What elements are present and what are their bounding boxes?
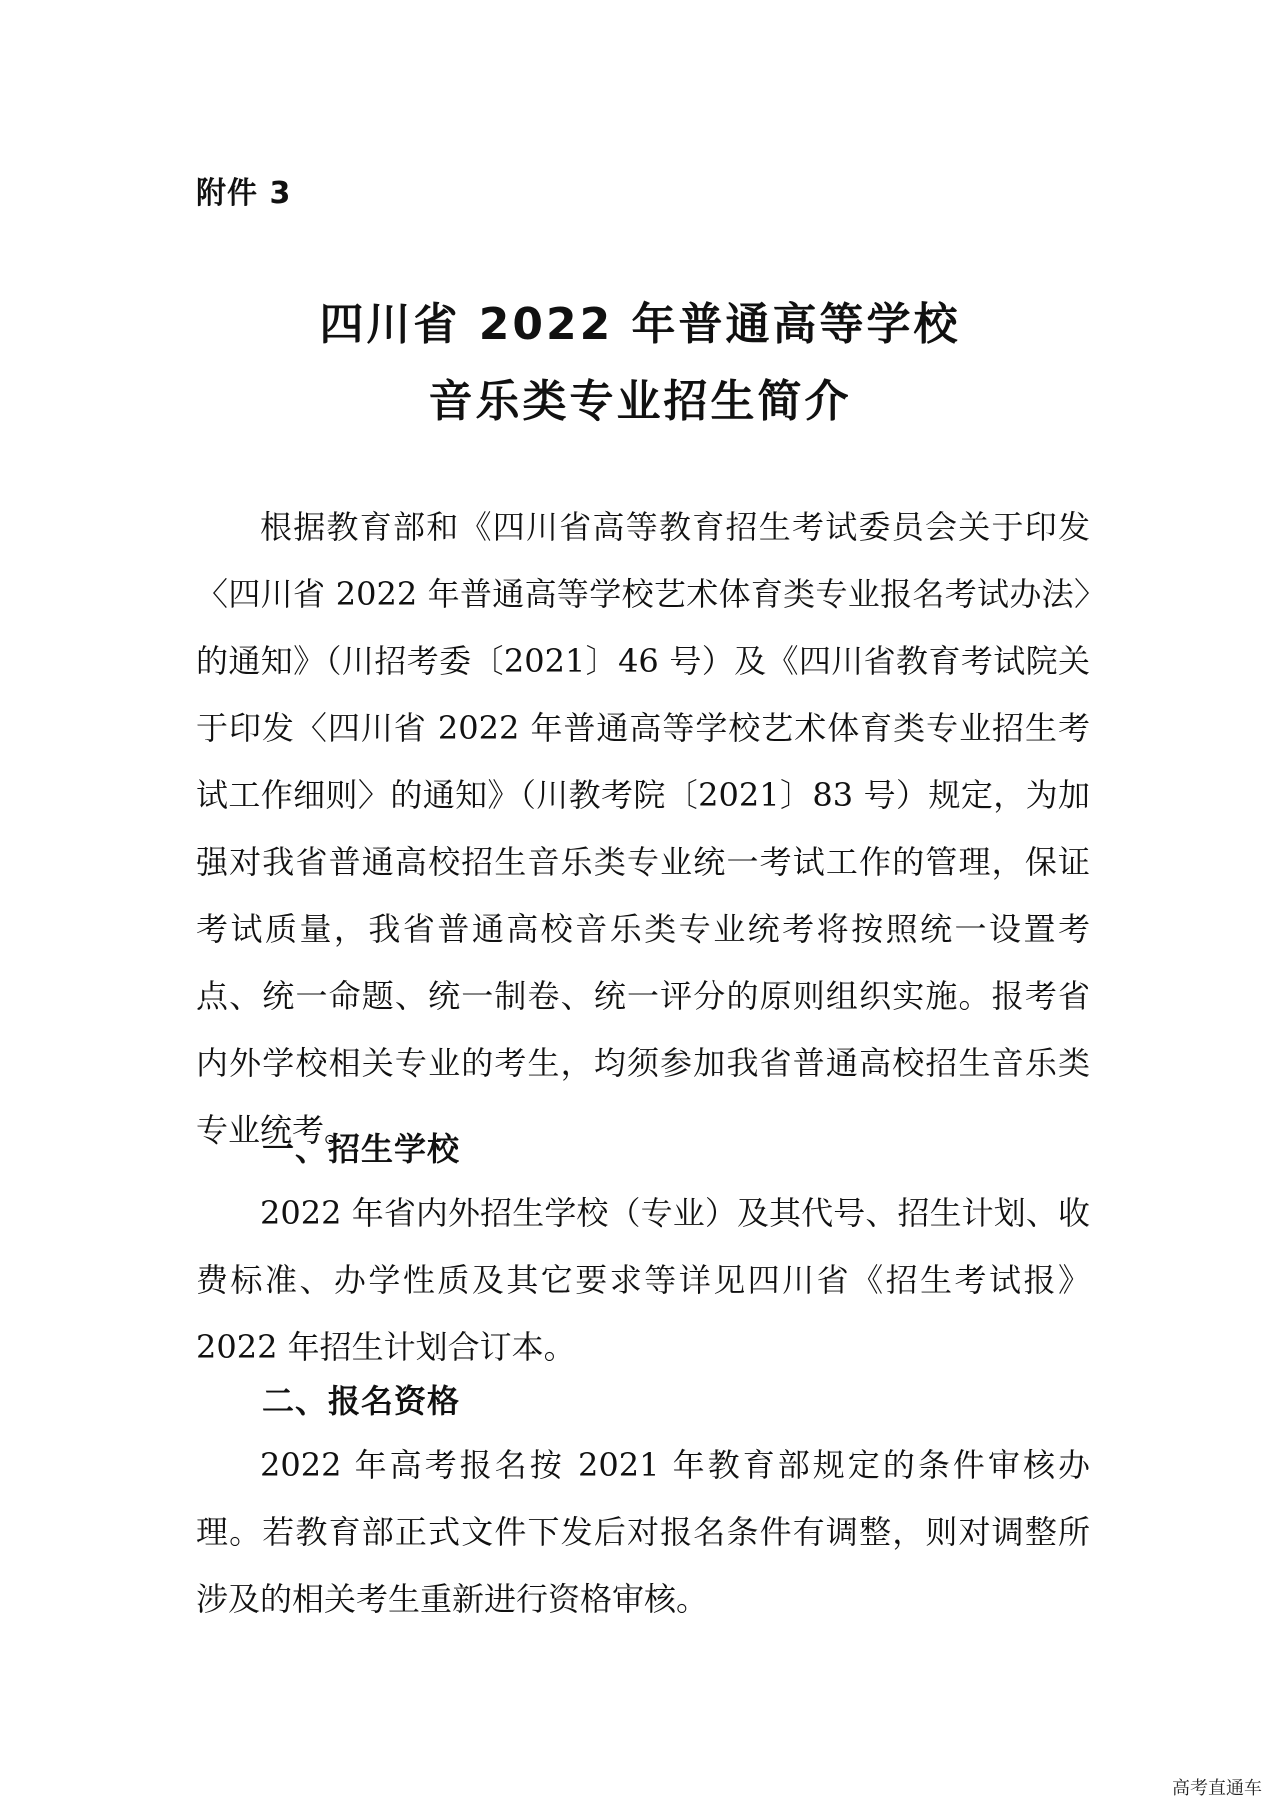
section-body-schools: 2022 年省内外招生学校（专业）及其代号、招生计划、收费标准、办学性质及其它要求等详见四川省《招生考试报》2022 年招生计划合订本。	[196, 1194, 1090, 1366]
section-heading-qualification: 二、报名资格	[262, 1382, 461, 1420]
intro-paragraph: 根据教育部和《四川省高等教育招生考试委员会关于印发〈四川省 2022 年普通高等学校艺术体育类专业报名考试办法〉的通知》（川招考委〔2021〕46 号）及《四川省教育考试院关于印发〈四川省 2022 年普通高等学校艺术体育类专业招生考试工作细则〉的通知》（川教考院〔2021〕83 号）规定，为加强对我省普通高校招生音乐类专业统一考试工作的管理，保证考试质量，我省普通高校音乐类专业统考将按照统一设置考点、统一命题、统一制卷、统一评分的原则组织实施。报考省内外学校相关专业的考生，均须参加我省普通高校招生音乐类专业统考。	[196, 508, 1090, 1149]
attachment-label: 附件 3	[196, 176, 292, 211]
source-watermark: 高考直通车	[1172, 1778, 1262, 1799]
document-title-line-1: 四川省 2022 年普通高等学校	[319, 299, 961, 350]
section-body-qualification: 2022 年高考报名按 2021 年教育部规定的条件审核办理。若教育部正式文件下发后对报名条件有调整，则对调整所涉及的相关考生重新进行资格审核。	[196, 1446, 1090, 1618]
section-heading-schools: 一、招生学校	[262, 1130, 461, 1168]
document-title-line-2: 音乐类专业招生简介	[428, 376, 852, 427]
